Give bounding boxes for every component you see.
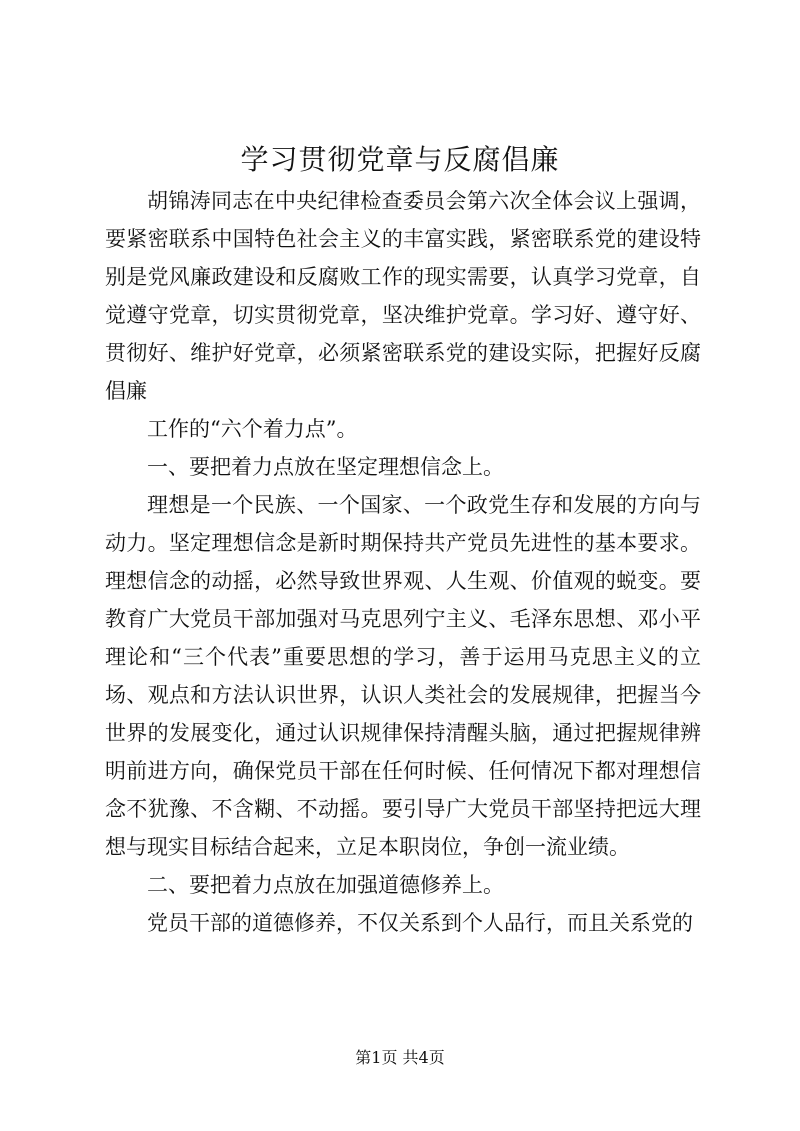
page-footer: 第1页 共4页 — [355, 1048, 445, 1067]
section-heading-2: 二、要把着力点放在加强道德修养上。 — [147, 873, 504, 897]
paragraph-morality: 党员干部的道德修养，不仅关系到个人品行，而且关系党的 — [147, 911, 693, 935]
section-heading-1: 一、要把着力点放在坚定理想信念上。 — [147, 455, 504, 479]
paragraph-intro: 胡锦涛同志在中央纪律检查委员会第六次全体会议上强调，要紧密联系中国特色社会主义的丰富实践，紧密联系党的建设特别是党风廉政建设和反腐败工作的现实需要，认真学习党章，自觉遵守党章，切实贯彻党章，坚决维护党章。学习好、遵守好、贯彻好、维护好党章，必须紧密联系党的建设实际，把握好反腐倡廉 — [105, 189, 701, 403]
document-body — [105, 182, 701, 942]
paragraph-six-points: 工作的“六个着力点”。 — [147, 417, 358, 441]
document-title: 学习贯彻党章与反腐倡廉 — [240, 143, 560, 176]
paragraph-ideals: 理想是一个民族、一个国家、一个政党生存和发展的方向与动力。坚定理想信念是新时期保持共产党员先进性的基本要求。理想信念的动摇，必然导致世界观、人生观、价值观的蜕变。要教育广大党员干部加强对马克思列宁主义、毛泽东思想、邓小平理论和“三个代表”重要思想的学习，善于运用马克思主义的立场、观点和方法认识世界，认识人类社会的发展规律，把握当今世界的发展变化，通过认识规律保持清醒头脑，通过把握规律辨明前进方向，确保党员干部在任何时候、任何情况下都对理想信念不犹豫、不含糊、不动摇。要引导广大党员干部坚持把远大理想与现实目标结合起来，立足本职岗位，争创一流业绩。 — [105, 493, 701, 859]
